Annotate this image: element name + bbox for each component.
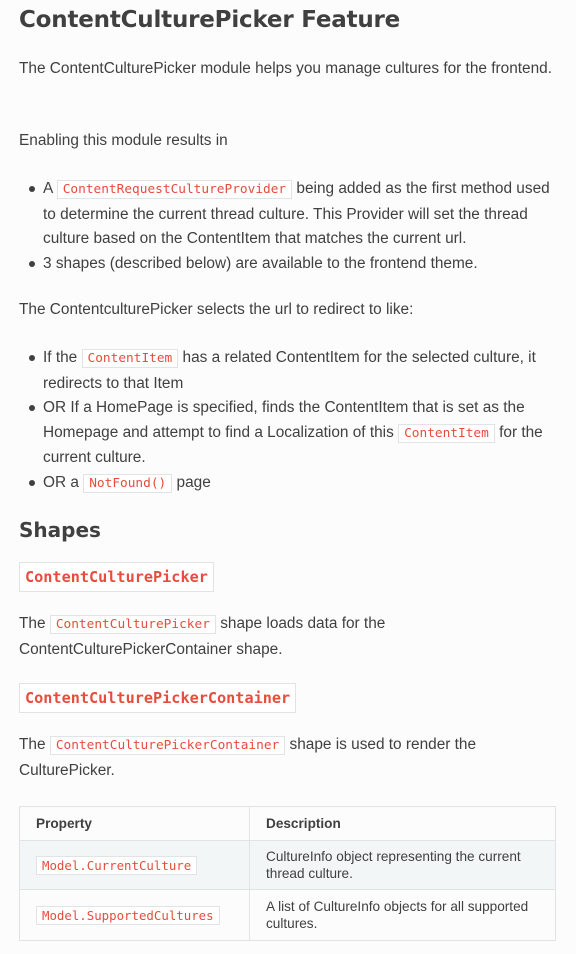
inline-code: ContentRequestCultureProvider: [57, 180, 292, 199]
table-row: [20, 841, 556, 890]
shape1-paragraph: The ContentCulturePicker shape loads data for the ContentCulturePickerContainer shape.: [19, 615, 386, 658]
table-header-row: [20, 807, 556, 841]
selects-paragraph: The ContentculturePicker selects the url to redirect to like:: [19, 301, 414, 318]
inline-code: Model.SupportedCultures: [36, 906, 220, 925]
bullet-icon: [29, 186, 35, 192]
shape2-paragraph: The ContentCulturePickerContainer shape is used to render the CulturePicker.: [19, 736, 477, 779]
inline-code: NotFound(): [83, 474, 172, 493]
shape-heading-contentculturepicker: ContentCulturePicker: [19, 562, 214, 592]
column-header-description: Description: [250, 807, 556, 841]
inline-code: ContentCulturePicker: [50, 615, 216, 634]
enabling-paragraph: Enabling this module results in: [19, 132, 228, 149]
bullet-icon: [29, 480, 35, 486]
table-cell-property: [20, 890, 250, 941]
list-item: OR a NotFound() page: [19, 471, 559, 497]
results-list: [19, 177, 559, 276]
table-cell-property: [20, 841, 250, 890]
inline-code: ContentItem: [398, 424, 495, 443]
inline-code: Model.CurrentCulture: [36, 856, 197, 875]
list-item: OR If a HomePage is specified, finds the ContentItem that is set as the Homepage and attempt to find a Localization of this ContentItem for the current culture.: [19, 396, 559, 471]
bullet-icon: [29, 405, 35, 411]
properties-table: [19, 806, 556, 941]
redirect-list: [19, 346, 559, 496]
section-heading-shapes: Shapes: [19, 518, 101, 542]
table-cell-description: CultureInfo object representing the current thread culture.: [250, 841, 556, 890]
column-header-property: Property: [20, 807, 250, 841]
inline-code: ContentCulturePickerContainer: [50, 736, 285, 755]
bullet-icon: [29, 261, 35, 267]
table-cell-description: A list of CultureInfo objects for all supported cultures.: [250, 890, 556, 941]
intro-paragraph: The ContentCulturePicker module helps you manage cultures for the frontend.: [19, 60, 552, 77]
page-title: ContentCulturePicker Feature: [19, 7, 401, 33]
bullet-icon: [29, 355, 35, 361]
inline-code: ContentItem: [82, 349, 179, 368]
list-item: If the ContentItem has a related ContentItem for the selected culture, it redirects to that Item: [19, 346, 559, 396]
shape-heading-contentculturepickercontainer: ContentCulturePickerContainer: [19, 683, 296, 713]
list-item: 3 shapes (described below) are available to the frontend theme.: [19, 252, 559, 277]
table-row: [20, 890, 556, 941]
list-item: A ContentRequestCultureProvider being added as the first method used to determine the current thread culture. This Provider will set the thread culture based on the ContentItem that matches the current url.: [19, 177, 559, 252]
